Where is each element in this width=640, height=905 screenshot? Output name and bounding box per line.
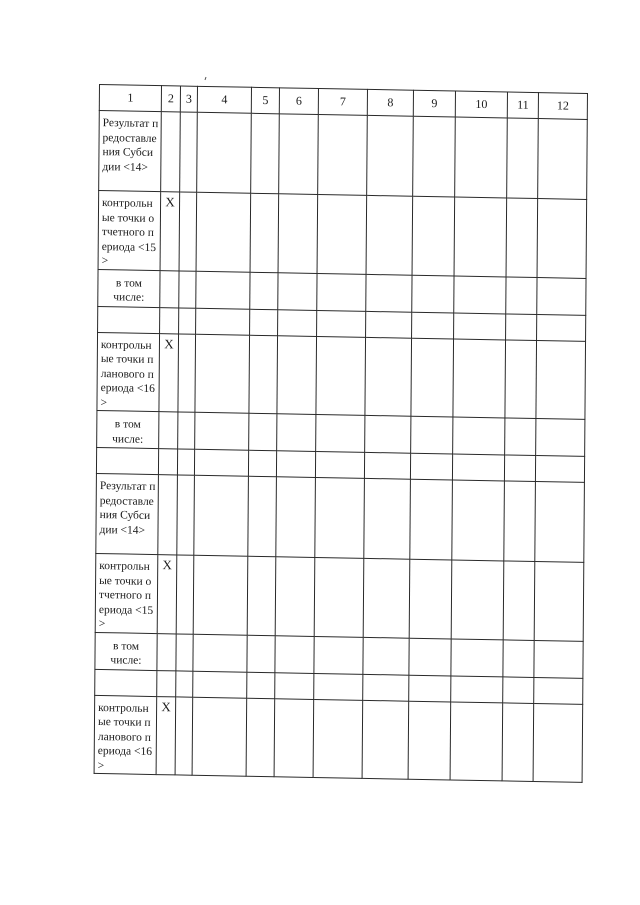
value-cell [316,336,366,415]
value-cell [452,454,504,481]
value-cell [364,478,411,559]
value-cell [454,197,507,276]
table-row [97,332,586,419]
value-cell [316,414,365,452]
value-cell [314,673,363,700]
value-cell [180,112,198,192]
row-label-cell [96,447,158,474]
value-cell [178,333,196,412]
mark-cell [157,670,176,696]
value-cell [314,557,364,636]
value-cell [247,556,276,635]
value-cell [363,558,410,637]
value-cell [534,677,583,704]
row-label-cell: контрольные точки отчетного периода <15> [95,553,158,633]
report-table [94,84,588,783]
value-cell [535,482,585,563]
mark-cell: X [160,192,180,271]
value-cell [452,480,505,561]
column-header-8: 8 [367,89,413,116]
value-cell [176,633,193,670]
value-cell [176,555,194,634]
value-cell [536,340,586,419]
value-cell [409,675,451,702]
value-cell [412,196,455,275]
value-cell [194,449,248,476]
value-cell [506,198,538,277]
table-row [99,111,588,200]
value-cell [451,675,503,702]
value-cell [537,277,586,315]
value-cell [313,699,363,778]
row-label-cell: контрольные точки отчетного периода <15> [98,190,161,270]
value-cell [196,308,250,335]
table-row [96,473,585,562]
value-cell [408,701,451,780]
value-cell [502,702,534,781]
value-cell [454,276,506,314]
value-cell [451,560,504,639]
value-cell [275,557,315,636]
value-cell [250,309,278,336]
table-row [94,695,583,782]
value-cell [193,671,247,698]
value-cell [250,272,278,310]
value-cell [367,115,414,196]
value-cell [453,339,506,418]
mark-cell [159,412,178,449]
column-header-12: 12 [538,93,587,120]
value-cell [276,477,316,558]
value-cell [537,199,587,278]
value-cell [537,314,586,341]
value-cell [315,477,365,558]
document-sheet [94,84,587,783]
value-cell [179,192,197,271]
value-cell [250,193,279,272]
value-cell [366,274,412,312]
value-cell [315,451,364,478]
row-label-cell [98,306,160,333]
value-cell [455,117,508,198]
row-label-cell [95,669,157,696]
value-cell [197,112,252,193]
mark-cell: X [159,333,179,412]
column-header-3: 3 [180,86,197,112]
value-cell [248,450,276,477]
value-cell [533,703,583,782]
row-label-cell: Результат предоставления Субсидии <14> [99,111,162,192]
value-cell [450,701,503,780]
value-cell [278,309,317,336]
value-cell [534,562,584,641]
mark-cell [157,633,176,670]
value-cell [366,311,412,338]
row-label-cell: в том числе: [95,632,157,670]
value-cell [411,338,454,417]
value-cell [196,271,250,309]
value-cell [249,335,278,414]
column-header-9: 9 [413,90,455,117]
value-cell [278,272,317,310]
value-cell [366,195,413,274]
value-cell [413,116,456,197]
value-cell [249,413,277,451]
value-cell [179,270,196,307]
value-cell [363,674,409,701]
value-cell [411,416,453,454]
value-cell [410,453,452,480]
value-cell [538,119,588,200]
value-cell [247,635,275,673]
value-cell [278,194,318,273]
value-cell [503,561,535,640]
mark-cell [161,112,181,192]
value-cell [454,313,506,340]
mark-cell: X [157,555,177,634]
value-cell [176,670,193,696]
value-cell [314,636,363,674]
value-cell [195,334,250,413]
value-cell [412,312,454,339]
value-cell [193,555,248,634]
value-cell [279,114,319,195]
column-header-4: 4 [197,86,251,113]
mark-cell [160,270,179,307]
value-cell [193,634,247,672]
value-cell [362,700,409,779]
table-row [98,190,587,277]
value-cell [534,640,583,678]
value-cell [506,276,537,314]
value-cell [505,418,536,456]
value-cell [504,455,535,482]
value-cell [277,335,317,414]
column-header-11: 11 [507,92,538,119]
value-cell [247,672,275,699]
mark-cell [158,449,177,475]
value-cell [503,639,534,677]
value-cell [507,118,539,199]
value-cell [505,339,537,418]
value-cell [178,412,195,449]
value-cell [251,113,280,194]
value-cell [409,559,452,638]
value-cell [277,414,316,452]
value-cell [409,638,451,676]
column-header-1: 1 [99,85,161,112]
value-cell [275,672,314,699]
mark-cell [160,307,179,333]
value-cell [504,481,536,562]
value-cell [451,638,503,676]
row-label-cell: контрольные точки планового периода <16> [94,695,157,775]
value-cell [365,337,412,416]
value-cell [506,313,537,340]
value-cell [194,475,249,556]
report-table-body [94,85,587,783]
mark-cell [158,475,178,555]
value-cell [246,698,275,777]
value-cell [536,419,585,457]
row-label-cell: Результат предоставления Субсидии <14> [96,473,159,554]
value-cell [195,412,249,450]
value-cell [177,449,194,475]
scan-speck [205,77,207,80]
value-cell [175,696,193,775]
value-cell [365,415,411,453]
value-cell [192,697,247,776]
value-cell [317,310,366,337]
table-row [95,553,584,640]
row-label-cell: контрольные точки планового периода <16> [97,332,160,412]
value-cell [412,275,454,313]
value-cell [317,195,367,274]
value-cell [177,475,195,555]
column-header-6: 6 [279,88,318,115]
mark-cell: X [156,696,176,775]
value-cell [196,192,251,271]
column-header-5: 5 [251,87,279,114]
value-cell [274,698,314,777]
value-cell [318,115,368,196]
value-cell [363,637,409,675]
column-header-2: 2 [161,86,180,112]
value-cell [248,476,277,557]
value-cell [453,417,505,455]
value-cell [317,273,366,311]
value-cell [535,456,584,483]
value-cell [410,479,453,560]
value-cell [275,635,314,673]
column-header-7: 7 [318,89,367,116]
row-label-cell: в том числе: [97,410,159,448]
value-cell [179,307,196,333]
value-cell [276,451,315,478]
column-header-10: 10 [455,91,507,118]
value-cell [364,452,410,479]
value-cell [503,676,534,703]
row-label-cell: в том числе: [98,269,160,307]
